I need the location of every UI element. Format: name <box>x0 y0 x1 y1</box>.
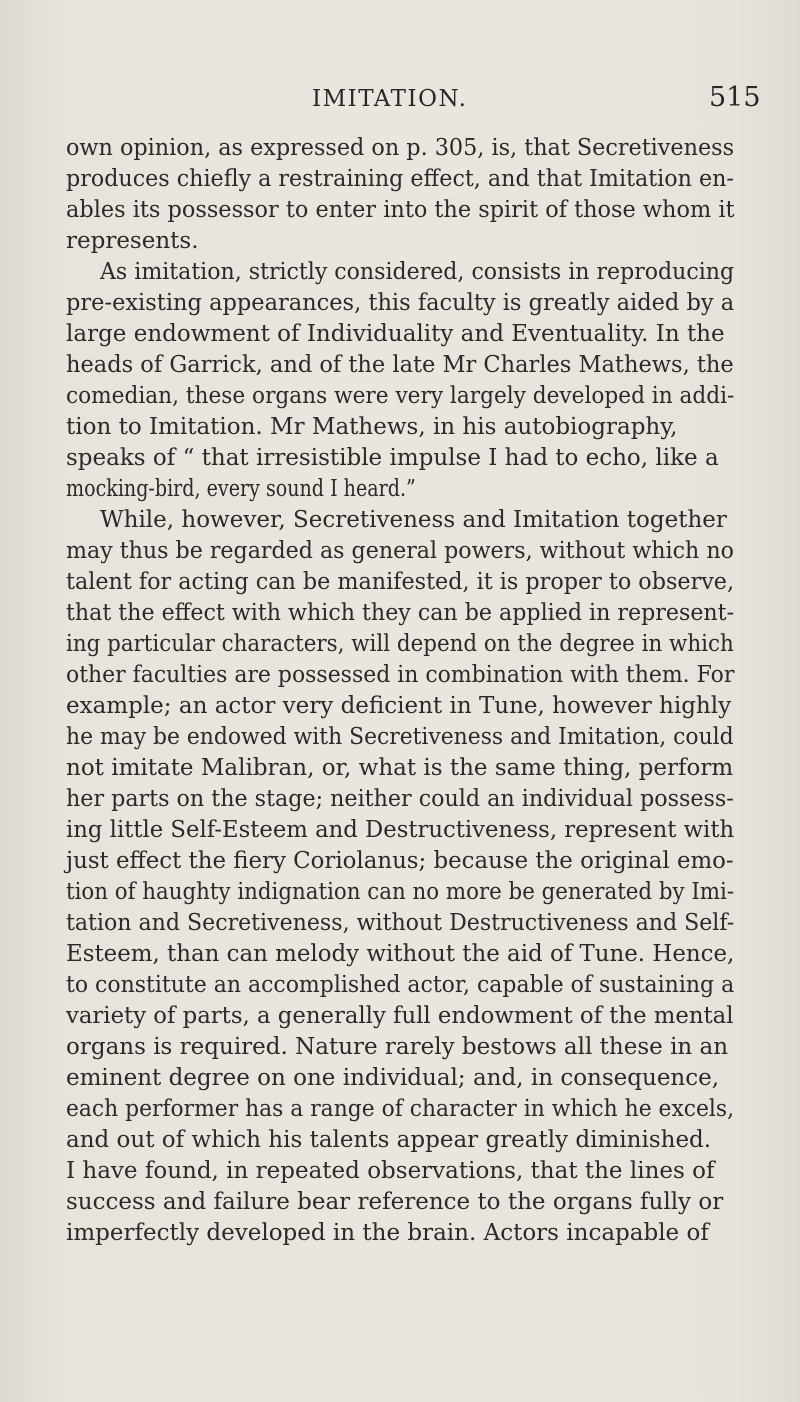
text-line: organs is required. Nature rarely bestows all these in an <box>66 1034 729 1060</box>
text-line: may thus be regarded as general powers, without which no <box>66 538 734 564</box>
text-line: to constitute an accomplished actor, capable of sustaining a <box>66 972 735 998</box>
text-line: eminent degree on one individual; and, in consequence, <box>66 1065 720 1091</box>
text-line: just effect the fiery Coriolanus; because the original emo- <box>66 848 734 874</box>
text-line: he may be endowed with Secretiveness and Imitation, could <box>66 724 734 750</box>
text-line: Esteem, than can melody without the aid of Tune. Hence, <box>66 941 735 967</box>
text-line: represents. <box>66 228 199 254</box>
running-head <box>0 82 800 126</box>
text-line: comedian, these organs were very largely developed in addi- <box>66 383 735 409</box>
text-line: ing particular characters, will depend on the degree in which <box>66 631 734 657</box>
text-line: not imitate Malibran, or, what is the same thing, perform <box>66 755 734 781</box>
page-number: 515 <box>709 82 761 113</box>
text-line: speaks of “ that irresistible impulse I had to echo, like a <box>66 445 719 471</box>
text-line: ables its possessor to enter into the spirit of those whom it <box>66 197 735 223</box>
text-line: own opinion, as expressed on p. 305, is, that Secretiveness <box>66 135 735 161</box>
text-line: large endowment of Individuality and Eventuality. In the <box>66 321 725 347</box>
text-line: tion of haughty indignation can no more be generated by Imi- <box>66 879 735 905</box>
text-line: tion to Imitation. Mr Mathews, in his autobiography, <box>66 414 678 440</box>
text-line: example; an actor very deficient in Tune, however highly <box>66 693 732 719</box>
text-line: and out of which his talents appear greatly diminished. <box>66 1127 712 1153</box>
text-line: each performer has a range of character in which he excels, <box>66 1096 735 1122</box>
text-line: ing little Self-Esteem and Destructiveness, represent with <box>66 817 735 843</box>
text-line: pre-existing appearances, this faculty is greatly aided by a <box>66 290 735 316</box>
text-line: While, however, Secretiveness and Imitation together <box>100 507 727 533</box>
text-line: imperfectly developed in the brain. Actors incapable of <box>66 1220 709 1246</box>
text-line: tation and Secretiveness, without Destructiveness and Self- <box>66 910 735 936</box>
text-line: I have found, in repeated observations, that the lines of <box>66 1158 715 1184</box>
text-line: success and failure bear reference to the organs fully or <box>66 1189 724 1215</box>
text-line: produces chiefly a restraining effect, and that Imitation en- <box>66 166 734 192</box>
text-line: other faculties are possessed in combination with them. For <box>66 662 735 688</box>
text-line: mocking-bird, every sound I heard.” <box>66 476 416 502</box>
running-title: IMITATION. <box>312 86 468 112</box>
text-line: that the effect with which they can be applied in represent- <box>66 600 735 626</box>
text-line: As imitation, strictly considered, consists in reproducing <box>100 259 735 285</box>
text-line: variety of parts, a generally full endowment of the mental <box>66 1003 734 1029</box>
text-line: her parts on the stage; neither could an individual possess- <box>66 786 734 812</box>
text-line: talent for acting can be manifested, it is proper to observe, <box>66 569 735 595</box>
text-line: heads of Garrick, and of the late Mr Charles Mathews, the <box>66 352 734 378</box>
